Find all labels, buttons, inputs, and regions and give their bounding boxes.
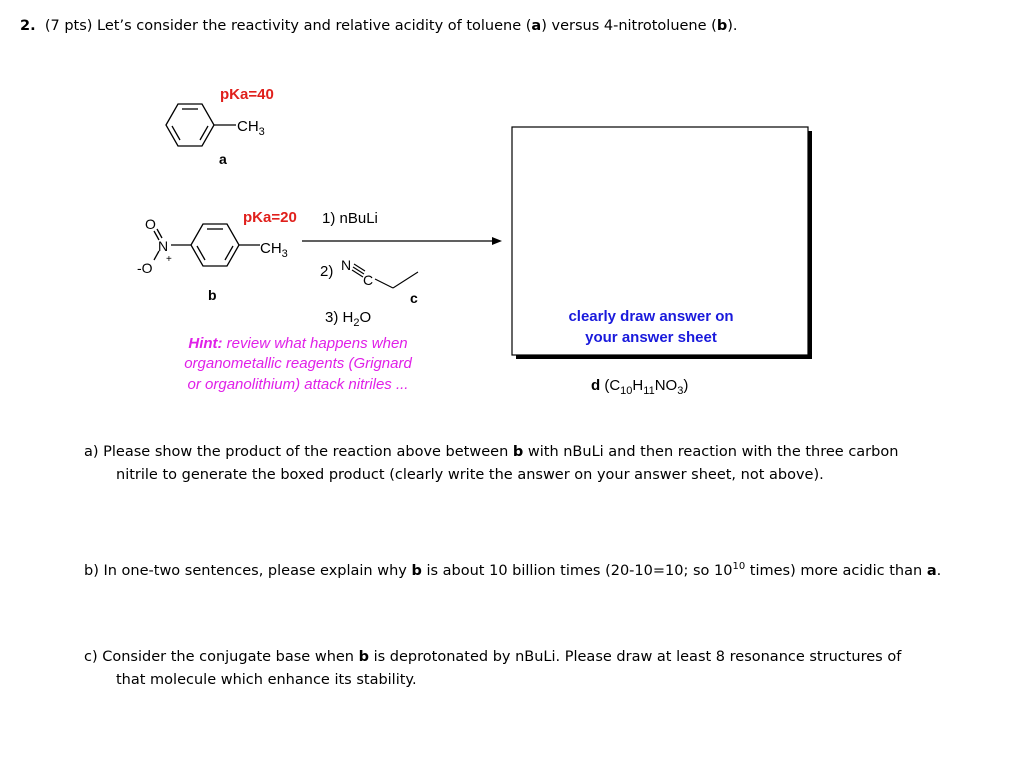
question-a xyxy=(84,441,898,487)
nitrile-c: C xyxy=(363,272,374,288)
qa-line2: nitrile to generate the boxed product (clearly write the answer on your answer sheet, not above). xyxy=(116,467,824,483)
step-2: 2) xyxy=(320,263,334,280)
ch3-a: $CH_3$ xyxy=(237,118,265,138)
question-c xyxy=(84,646,901,692)
nitro-plus: + xyxy=(166,254,172,265)
qb-text: . xyxy=(936,562,942,579)
qb-b: b xyxy=(411,562,422,579)
label-c: c xyxy=(410,290,418,306)
nitrile-n: N xyxy=(341,257,352,273)
qb-text: b) In one-two sentences, please explain why xyxy=(84,562,412,579)
svg-text:your answer sheet: your answer sheet xyxy=(585,329,717,346)
question-number: 2. xyxy=(20,18,36,34)
svg-text:clearly draw answer on: clearly draw answer on xyxy=(568,308,734,325)
hint xyxy=(184,335,412,393)
question-b xyxy=(84,555,941,583)
nitro-o-top: O xyxy=(145,216,156,232)
qb-a: a xyxy=(926,562,937,579)
toluene-structure xyxy=(166,104,236,146)
svg-text:Hint: review what happens when: Hint: review what happens when xyxy=(188,335,408,352)
reaction-arrow xyxy=(302,237,502,245)
header-text: ) versus 4-nitrotoluene ( xyxy=(541,18,717,34)
qb-text: times) more acidic than xyxy=(745,562,927,579)
nitrile-bonds xyxy=(352,264,418,288)
nitro-n: N xyxy=(158,238,169,254)
qa-text: with nBuLi and then reaction with the three carbon xyxy=(523,444,899,460)
header-a: a xyxy=(531,18,542,34)
qc-text: c) Consider the conjugate base when xyxy=(84,649,359,665)
qa-text: a) Please show the product of the reaction above between xyxy=(84,444,513,460)
pka-b: pKa=20 xyxy=(243,209,297,226)
qb-exponent: 10 xyxy=(732,561,746,572)
svg-text:or organolithium) attack nitri: or organolithium) attack nitriles ... xyxy=(187,376,409,393)
qa-b: b xyxy=(512,444,524,460)
label-b: b xyxy=(208,287,217,303)
header-text: (7 pts) Let’s consider the reactivity and relative acidity of toluene ( xyxy=(44,18,532,34)
label-a: a xyxy=(219,151,227,167)
qc-text: is deprotonated by nBuLi. Please draw at least 8 resonance structures of xyxy=(369,649,902,665)
ch3-b: $CH_3$ xyxy=(260,240,288,260)
step-1: 1) nBuLi xyxy=(322,210,378,227)
header-text: ). xyxy=(727,18,738,34)
pka-a: pKa=40 xyxy=(220,86,274,103)
qc-b: b xyxy=(358,649,369,665)
qb-text: is about 10 billion times (20-10=10; so 10 xyxy=(421,562,733,579)
svg-text:organometallic reagents (Grign: organometallic reagents (Grignard xyxy=(184,355,412,372)
header-b: b xyxy=(716,18,728,34)
nitro-o-minus: -O xyxy=(137,260,153,276)
qc-line2: that molecule which enhance its stability. xyxy=(116,672,417,688)
step-3: 3) $H_2O$ xyxy=(325,309,372,329)
product-label: d $(C_{10}H_{11}NO_3)$ xyxy=(591,377,689,397)
